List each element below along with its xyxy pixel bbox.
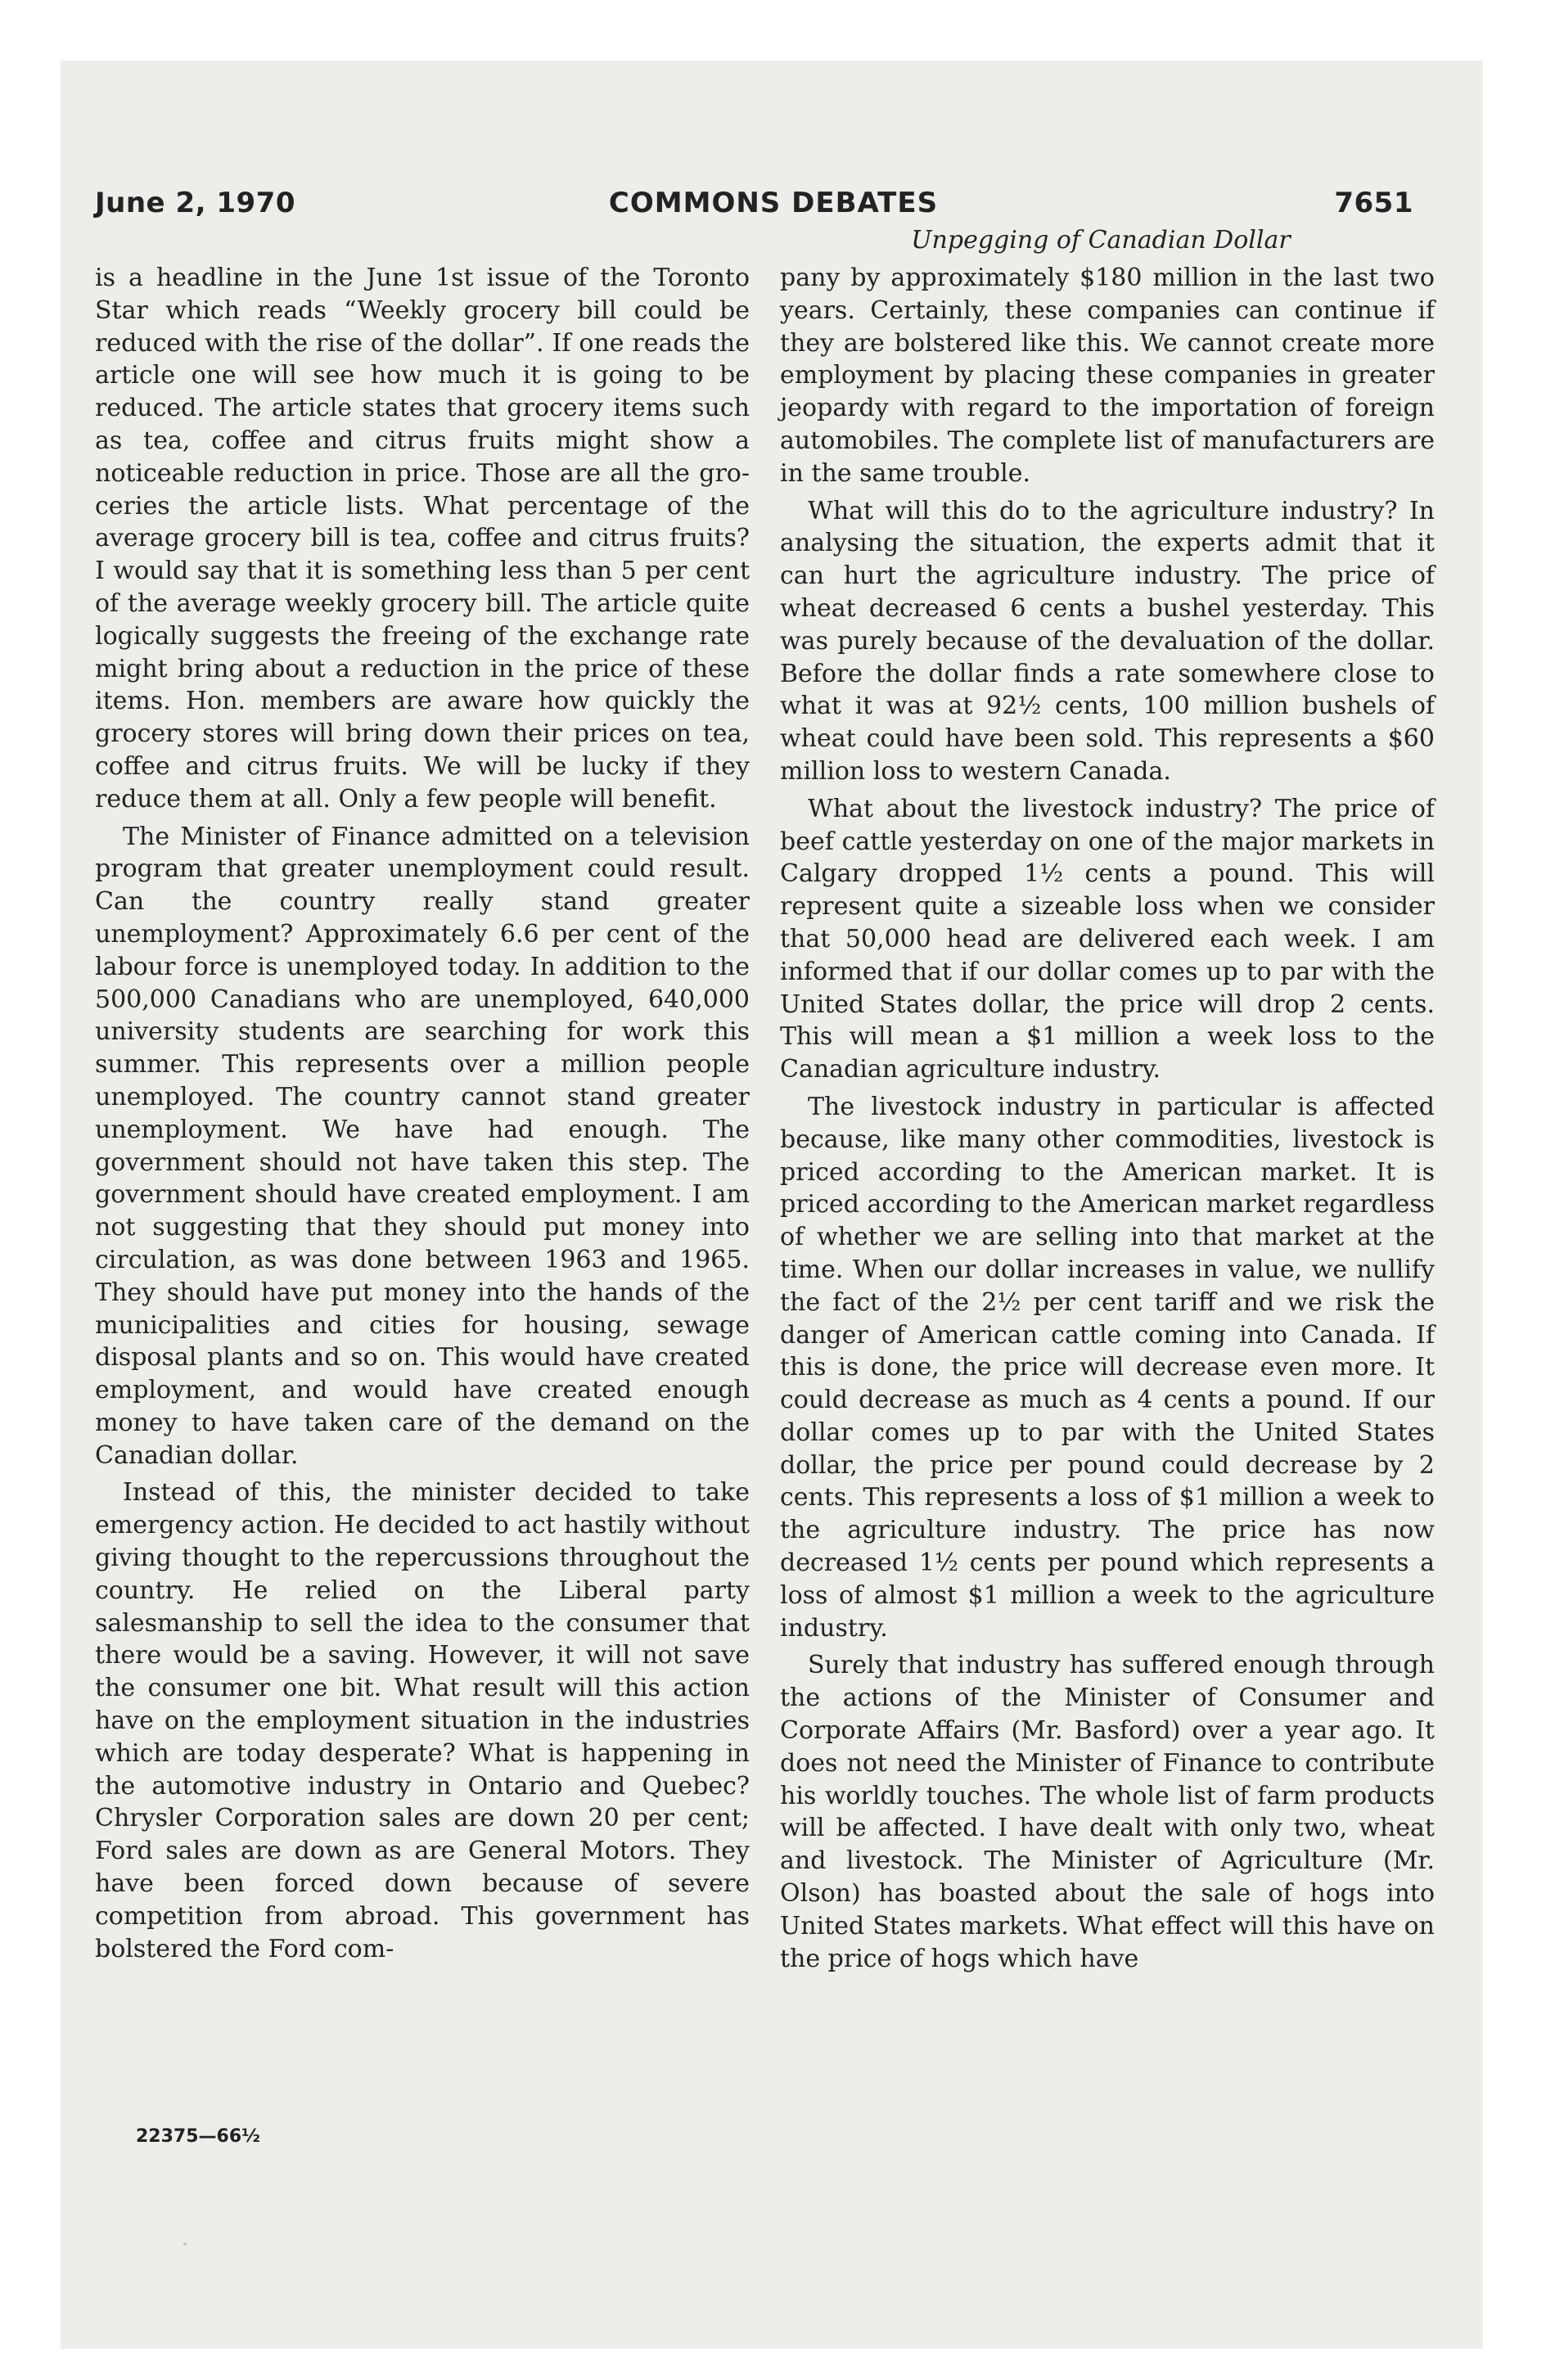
paragraph: The Minister of Finance admitted on a television program that greater unemployment could result. Can the country really stand greater unemployment? Approximately 6.6 per cent of the labour force is unemployed today. In addition to the 500,000 Canadians who are unemployed, 640,000 university students are searching for work this summer. This represents over a million people unemployed. The country cannot stand greater unemployment. We have had enough. The government should not have taken this step. The government should have created employment. I am not suggesting that they should put money into circulation, as was done between 1963 and 1965. They should have put money into the hands of the municipalities and cities for housing, sewage disposal plants and so on. This would have created employment, and would have created enough money to have taken care of the demand on the Canadian dollar. (95, 822, 750, 1470)
right-column (780, 262, 1435, 1975)
paragraph: Instead of this, the minister decided to take emergency action. He decided to act hastily without giving thought to the repercussions throughout the country. He relied on the Liberal party salesmanship to sell the idea to the consumer that there would be a saving. However, it will not save the consumer one bit. What result will this action have on the employment situation in the industries which are today desperate? What is happening in the automotive industry in Ontario and Quebec? Chrysler Corporation sales are down 20 per cent; Ford sales are down as are General Motors. They have been forced down because of severe competition from abroad. This government has bolstered the Ford com- (95, 1478, 750, 1963)
paragraph: Surely that industry has suffered enough through the actions of the Minister of Consumer and Corporate Affairs (Mr. Basford) over a year ago. It does not need the Minister of Finance to contribute his worldly touches. The whole list of farm products will be affected. I have dealt with only two, wheat and livestock. The Minister of Agriculture (Mr. Olson) has boasted about the sale of hogs into United States markets. What effect will this have on the price of hogs which have (780, 1651, 1435, 1973)
header-page-number: 7651 (1334, 187, 1413, 219)
header-date: June 2, 1970 (95, 187, 295, 219)
print-signature-code: 22375—66½ (136, 2126, 260, 2147)
header-title: COMMONS DEBATES (608, 187, 939, 219)
paragraph: pany by approximately $180 million in the last two years. Certainly, these companies can continue if they are bolstered like this. We cannot create more employment by placing these companies in greater jeopardy with regard to the importation of foreign automobiles. The complete list of manufacturers are in the same trouble. (780, 264, 1435, 488)
section-subheading: Unpegging of Canadian Dollar (911, 226, 1291, 255)
paragraph: What about the livestock industry? The price of beef cattle yesterday on one of the major markets in Calgary dropped 1½ cents a pound. This will represent quite a sizeable loss when we consider that 50,000 head are delivered each week. I am informed that if our dollar comes up to par with the United States dollar, the price will drop 2 cents. This will mean a $1 million a week loss to the Canadian agriculture industry. (780, 794, 1435, 1084)
paper-speck (183, 2243, 187, 2246)
paragraph: is a headline in the June 1st issue of the Toronto Star which reads “Weekly grocery bill could be reduced with the rise of the dollar”. If one reads the article one will see how much it is going to be reduced. The article states that grocery items such as tea, coffee and citrus fruits might show a noticeable reduction in price. Those are all the groceries the article lists. What percentage of the average grocery bill is tea, coffee and citrus fruits? I would say that it is something less than 5 per cent of the average weekly grocery bill. The article quite logically suggests the freeing of the exchange rate might bring about a reduction in the price of these items. Hon. members are aware how quickly the grocery stores will bring down their prices on tea, coffee and citrus fruits. We will be lucky if they reduce them at all. Only a few people will benefit. (95, 264, 750, 814)
paragraph: The livestock industry in particular is affected because, like many other commodities, livestock is priced according to the American market. It is priced according to the American market regardless of whether we are selling into that market at the time. When our dollar increases in value, we nullify the fact of the 2½ per cent tariff and we risk the danger of American cattle coming into Canada. If this is done, the price will decrease even more. It could decrease as much as 4 cents a pound. If our dollar comes up to par with the United States dollar, the price per pound could decrease by 2 cents. This represents a loss of $1 million a week to the agriculture industry. The price has now decreased 1½ cents per pound which represents a loss of almost $1 million a week to the agriculture industry. (780, 1092, 1435, 1643)
left-column (95, 262, 750, 1965)
paragraph: What will this do to the agriculture industry? In analysing the situation, the experts admit that it can hurt the agriculture industry. The price of wheat decreased 6 cents a bushel yesterday. This was purely because of the devaluation of the dollar. Before the dollar finds a rate somewhere close to what it was at 92½ cents, 100 million bushels of wheat could have been sold. This represents a $60 million loss to western Canada. (780, 496, 1435, 786)
